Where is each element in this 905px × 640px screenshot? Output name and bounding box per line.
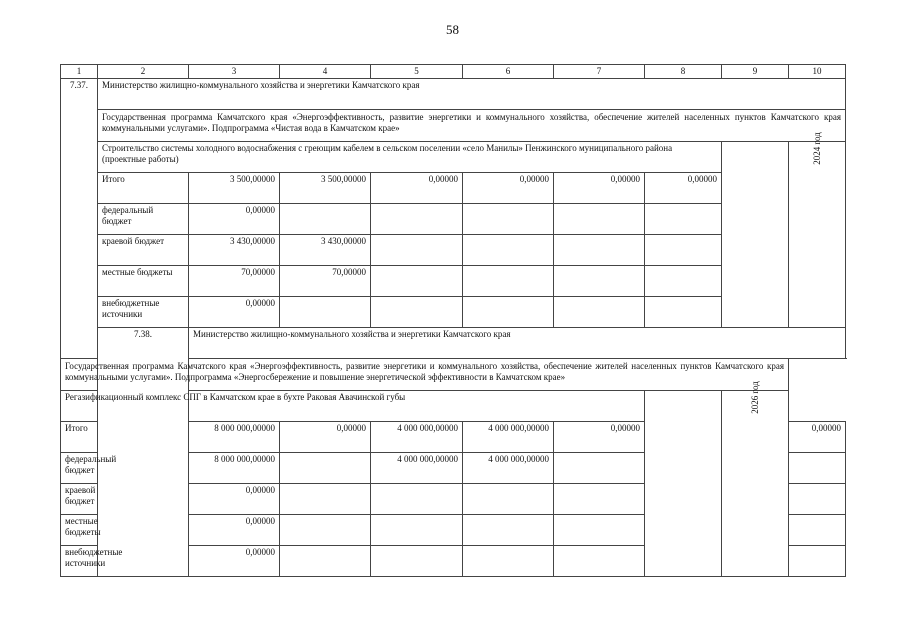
value-cell: 0,00000 (371, 173, 463, 204)
project-row (61, 391, 846, 422)
value-cell (463, 204, 554, 235)
value-cell: 0,00000 (789, 422, 846, 453)
value-cell: 0,00000 (280, 422, 371, 453)
value-cell (280, 297, 371, 328)
value-cell: 0,00000 (463, 173, 554, 204)
row-label: внебюджетные источники (98, 297, 189, 328)
value-cell (371, 546, 463, 577)
value-cell: 0,00000 (554, 422, 645, 453)
value-cell (645, 204, 722, 235)
value-cell (463, 266, 554, 297)
col9-cell (645, 391, 722, 577)
header-cell: 2 (98, 65, 189, 79)
item-index: 7.38. (98, 328, 189, 577)
row-label: краевой бюджет (98, 235, 189, 266)
value-cell: 0,00000 (189, 484, 280, 515)
value-cell (463, 235, 554, 266)
value-cell (645, 297, 722, 328)
value-cell (280, 453, 371, 484)
ministry-row (61, 328, 846, 359)
value-cell: 3 430,00000 (189, 235, 280, 266)
item-index: 7.37. (61, 79, 98, 359)
row-label: федеральный бюджет (61, 453, 98, 484)
value-cell: 8 000 000,00000 (189, 453, 280, 484)
ministry-row (61, 79, 846, 110)
header-cell: 4 (280, 65, 371, 79)
value-cell (645, 235, 722, 266)
value-cell (554, 266, 645, 297)
value-cell: 4 000 000,00000 (371, 453, 463, 484)
value-cell (554, 546, 645, 577)
value-cell: 0,00000 (189, 297, 280, 328)
value-cell: 70,00000 (280, 266, 371, 297)
project-name: Строительство системы холодного водоснабжения с греющим кабелем в сельском поселении «село Манилы» Пенжинского муниципального района (проектные работы) (98, 142, 722, 173)
value-cell (280, 515, 371, 546)
row-label: Итого (61, 422, 98, 453)
value-cell (554, 453, 645, 484)
project-row (61, 142, 846, 173)
program-row (61, 359, 846, 391)
value-cell (371, 515, 463, 546)
value-cell (789, 453, 846, 484)
row-label: местные бюджеты (98, 266, 189, 297)
value-cell (371, 297, 463, 328)
value-cell (280, 204, 371, 235)
header-cell: 7 (554, 65, 645, 79)
year-label: 2026 год (749, 381, 760, 414)
value-cell (554, 235, 645, 266)
value-cell (554, 297, 645, 328)
value-cell (554, 204, 645, 235)
value-cell: 0,00000 (189, 204, 280, 235)
program-name: Государственная программа Камчатского края «Энергоэффективность, развитие энергетики и коммунального хозяйства, обеспечение жителей населенных пунктов Камчатского края коммунальными услугами». Подпрограмма «Энергосбережение и повышение энергетической эффективности в Камчатском крае» (61, 359, 789, 391)
row-label: краевой бюджет (61, 484, 98, 515)
value-cell (554, 515, 645, 546)
value-cell (463, 546, 554, 577)
value-cell: 3 500,00000 (189, 173, 280, 204)
value-cell (645, 266, 722, 297)
value-cell: 3 430,00000 (280, 235, 371, 266)
page-number: 58 (446, 22, 459, 37)
header-cell: 1 (61, 65, 98, 79)
project-name: Регазификационный комплекс СПГ в Камчатском крае в бухте Раковая Авачинской губы (61, 391, 645, 422)
row-label: внебюджетные источники (61, 546, 98, 577)
value-cell: 0,00000 (554, 173, 645, 204)
program-row (61, 110, 846, 142)
value-cell (463, 484, 554, 515)
ministry-name: Министерство жилищно-коммунального хозяйства и энергетики Камчатского края (98, 79, 846, 110)
year-label: 2024 год (811, 132, 822, 165)
year-cell (789, 132, 846, 328)
value-cell (463, 297, 554, 328)
ministry-name: Министерство жилищно-коммунального хозяйства и энергетики Камчатского края (189, 328, 846, 359)
value-cell: 0,00000 (189, 546, 280, 577)
value-cell (371, 235, 463, 266)
value-cell: 70,00000 (189, 266, 280, 297)
year-cell (722, 381, 789, 577)
value-cell (371, 266, 463, 297)
header-cell: 8 (645, 65, 722, 79)
value-cell: 3 500,00000 (280, 173, 371, 204)
value-cell: 0,00000 (645, 173, 722, 204)
header-cell: 5 (371, 65, 463, 79)
program-name: Государственная программа Камчатского края «Энергоэффективность, развитие энергетики и коммунального хозяйства, обеспечение жителей населенных пунктов Камчатского края коммунальными услугами». Подпрограмма «Чистая вода в Камчатском крае» (98, 110, 846, 142)
value-cell (463, 515, 554, 546)
value-cell (789, 515, 846, 546)
header-row (61, 65, 846, 79)
row-label: местные бюджеты (61, 515, 98, 546)
header-cell: 10 (789, 65, 846, 79)
row-label: федеральный бюджет (98, 204, 189, 235)
value-cell: 8 000 000,00000 (189, 422, 280, 453)
value-cell (789, 484, 846, 515)
value-cell (371, 204, 463, 235)
header-cell: 6 (463, 65, 554, 79)
col9-cell (722, 142, 789, 328)
value-cell (371, 484, 463, 515)
header-cell: 3 (189, 65, 280, 79)
budget-table (60, 64, 846, 577)
value-cell: 4 000 000,00000 (463, 422, 554, 453)
value-cell: 0,00000 (189, 515, 280, 546)
row-label: Итого (98, 173, 189, 204)
value-cell: 4 000 000,00000 (463, 453, 554, 484)
header-cell: 9 (722, 65, 789, 79)
value-cell: 4 000 000,00000 (371, 422, 463, 453)
value-cell (789, 546, 846, 577)
value-cell (280, 484, 371, 515)
value-cell (280, 546, 371, 577)
value-cell (554, 484, 645, 515)
